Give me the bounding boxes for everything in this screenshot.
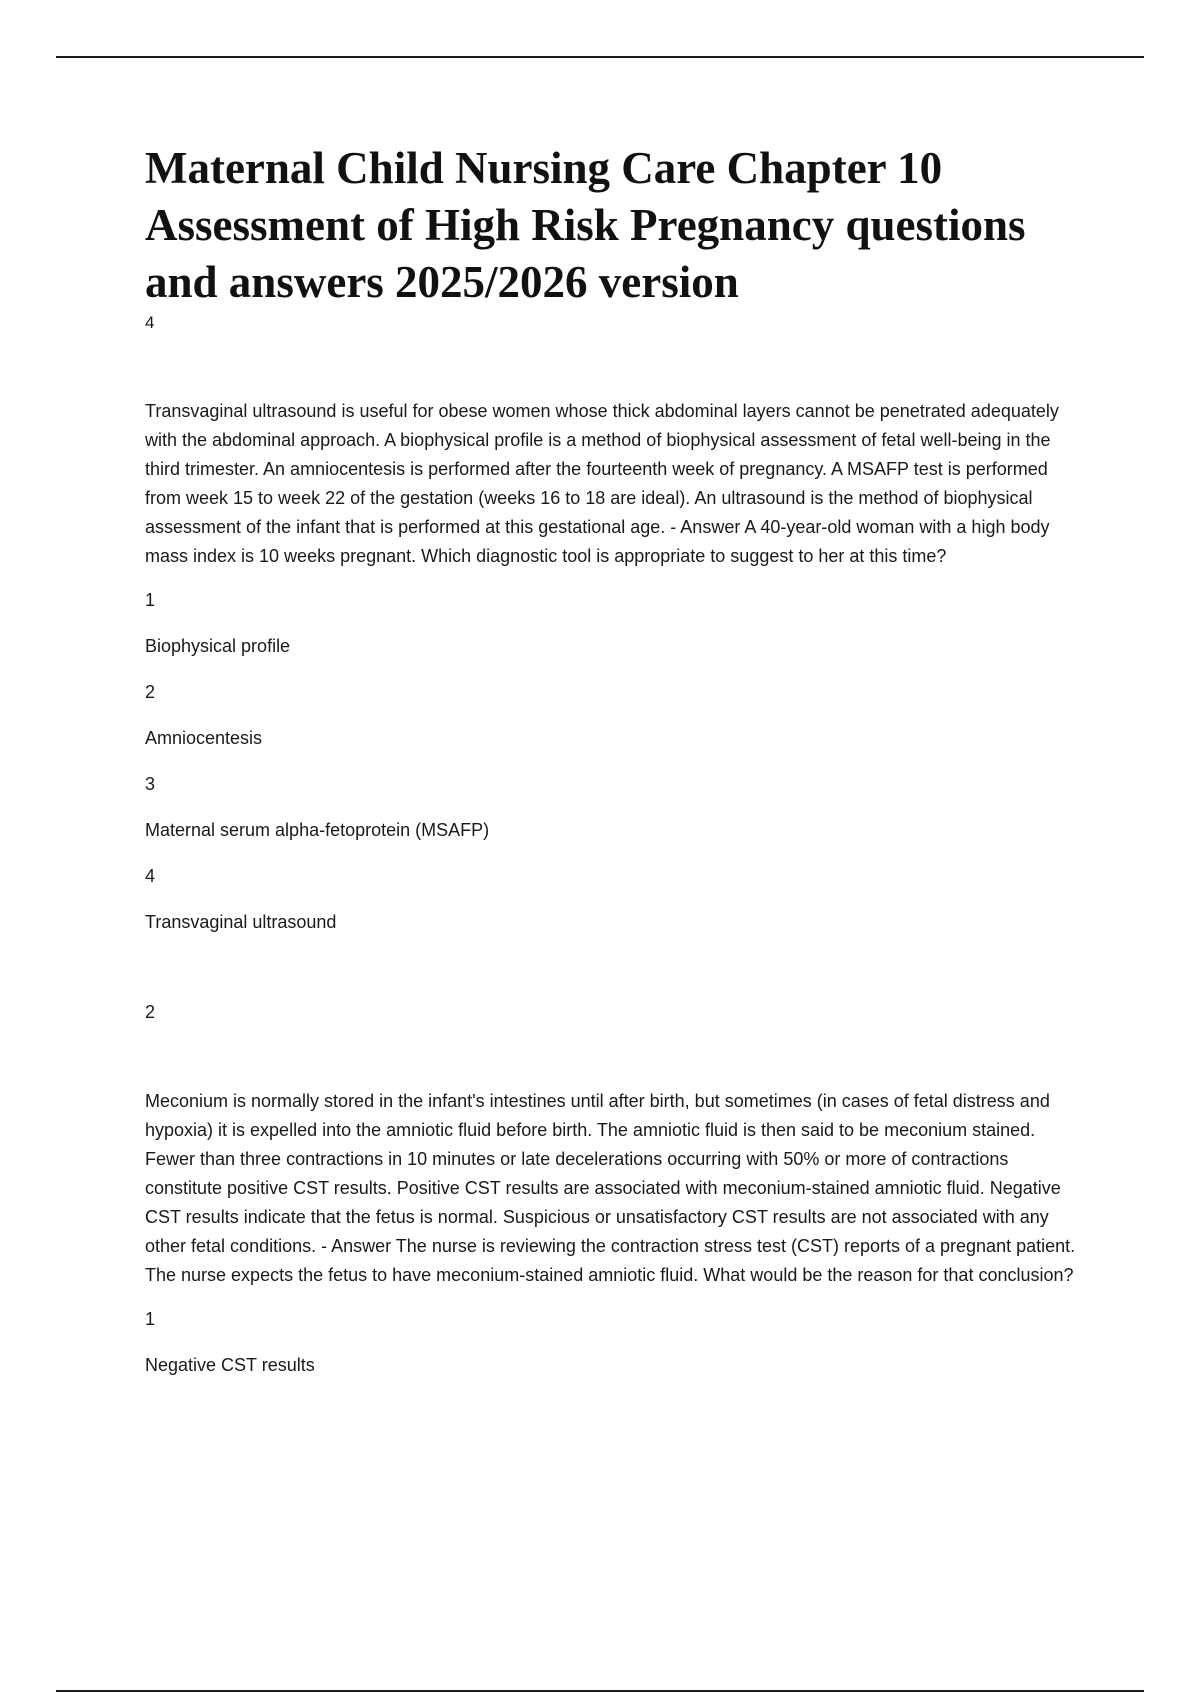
q1-option-number: 4: [145, 866, 156, 886]
q1-answer-number: 4: [145, 313, 155, 332]
q1-option-number: 3: [145, 774, 156, 794]
q1-option-text: Biophysical profile: [145, 636, 291, 656]
q2-option-text: Negative CST results: [145, 1355, 315, 1375]
q1-option-number: 1: [145, 590, 156, 610]
q1-option-text: Maternal serum alpha-fetoprotein (MSAFP): [145, 820, 490, 840]
document-body: [145, 140, 1085, 1376]
q1-option-text: Amniocentesis: [145, 728, 263, 748]
q1-explanation: Transvaginal ultrasound is useful for obese women whose thick abdominal layers cannot be penetrated adequately with the abdominal approach. A biophysical profile is a method of biophysical assessment of fetal well-being in the third trimester. An amniocentesis is performed after the fourteenth week of pregnancy. A MSAFP test is performed from week 15 to week 22 of the gestation (weeks 16 to 18 are ideal). An ultrasound is the method of biophysical assessment of the infant that is performed at this gestational age. - Answer A 40-year-old woman with a high body mass index is 10 weeks pregnant. Which diagnostic tool is appropriate to suggest to her at this time?: [145, 401, 1059, 566]
document-title: Maternal Child Nursing Care Chapter 10 Assessment of High Risk Pregnancy questions and answers 2025/2026 version: [145, 143, 1026, 307]
q2-option-number: 1: [145, 1309, 156, 1329]
bottom-rule: [56, 1690, 1144, 1692]
q1-option-number: 2: [145, 682, 156, 702]
q1-option-text: Transvaginal ultrasound: [145, 912, 337, 932]
q2-answer-number: 2: [145, 1002, 156, 1022]
top-rule: [56, 56, 1144, 58]
q2-explanation: Meconium is normally stored in the infant's intestines until after birth, but sometimes (in cases of fetal distress and hypoxia) it is expelled into the amniotic fluid before birth. The amniotic fluid is then said to be meconium stained. Fewer than three contractions in 10 minutes or late decelerations occurring with 50% or more of contractions constitute positive CST results. Positive CST results are associated with meconium-stained amniotic fluid. Negative CST results indicate that the fetus is normal. Suspicious or unsatisfactory CST results are not associated with any other fetal conditions. - Answer The nurse is reviewing the contraction stress test (CST) reports of a pregnant patient. The nurse expects the fetus to have meconium-stained amniotic fluid. What would be the reason for that conclusion?: [145, 1091, 1076, 1285]
